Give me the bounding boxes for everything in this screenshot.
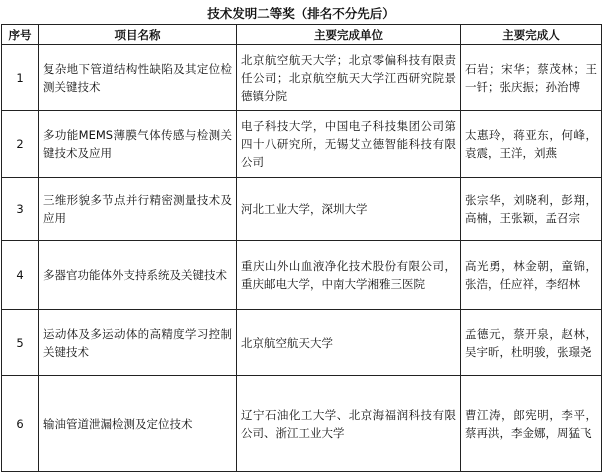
completion-persons: 石岩；宋华；蔡茂林；王一钎；张庆振；孙治博 [461,45,602,111]
completion-units: 北京航空航天大学；北京零偏科技有限责任公司；北京航空航天大学江西研究院景德镇分院 [237,45,461,111]
completion-persons: 曹江涛，郎宪明，李平，蔡再洪，李金娜，周猛飞 [461,376,602,472]
header-person: 主要完成人 [461,25,602,45]
table-row [2,45,602,111]
project-name: 复杂地下管道结构性缺陷及其定位检测关键技术 [39,45,237,111]
completion-units: 辽宁石油化工大学、北京海福润科技有限公司、浙江工业大学 [237,376,461,472]
row-no: 4 [2,241,39,310]
completion-persons: 高光勇，林金朝，童锦，张浩，任应祥，李绍林 [461,241,602,310]
completion-persons: 孟德元，蔡开泉，赵林，吴宇昕，杜明骏，张璟尧 [461,310,602,376]
completion-persons: 太惠玲，蒋亚东，何峰，袁震，王洋，刘燕 [461,111,602,178]
project-name: 多器官功能体外支持系统及关键技术 [39,241,237,310]
row-no: 6 [2,376,39,472]
table-row [2,178,602,241]
header-no: 序号 [2,25,39,45]
row-no: 3 [2,178,39,241]
table-row [2,241,602,310]
awards-table [1,24,602,472]
table-row [2,111,602,178]
completion-persons: 张宗华，刘晓利，彭翔，高楠，王张颖，孟召宗 [461,178,602,241]
table-row [2,310,602,376]
completion-units: 重庆山外山血液净化技术股份有限公司，重庆邮电大学，中南大学湘雅三医院 [237,241,461,310]
header-name: 项目名称 [39,25,237,45]
row-no: 5 [2,310,39,376]
row-no: 2 [2,111,39,178]
table-row [2,376,602,472]
project-name: 多功能MEMS薄膜气体传感与检测关键技术及应用 [39,111,237,178]
header-unit: 主要完成单位 [237,25,461,45]
header-row [2,25,602,45]
completion-units: 电子科技大学，中国电子科技集团公司第四十八研究所，无锡艾立德智能科技有限公司 [237,111,461,178]
completion-units: 河北工业大学，深圳大学 [237,178,461,241]
document-title: 技术发明二等奖（排名不分先后） [207,6,395,21]
project-name: 输油管道泄漏检测及定位技术 [39,376,237,472]
completion-units: 北京航空航天大学 [237,310,461,376]
project-name: 运动体及多运动体的高精度学习控制关键技术 [39,310,237,376]
project-name: 三维形貌多节点并行精密测量技术及应用 [39,178,237,241]
row-no: 1 [2,45,39,111]
